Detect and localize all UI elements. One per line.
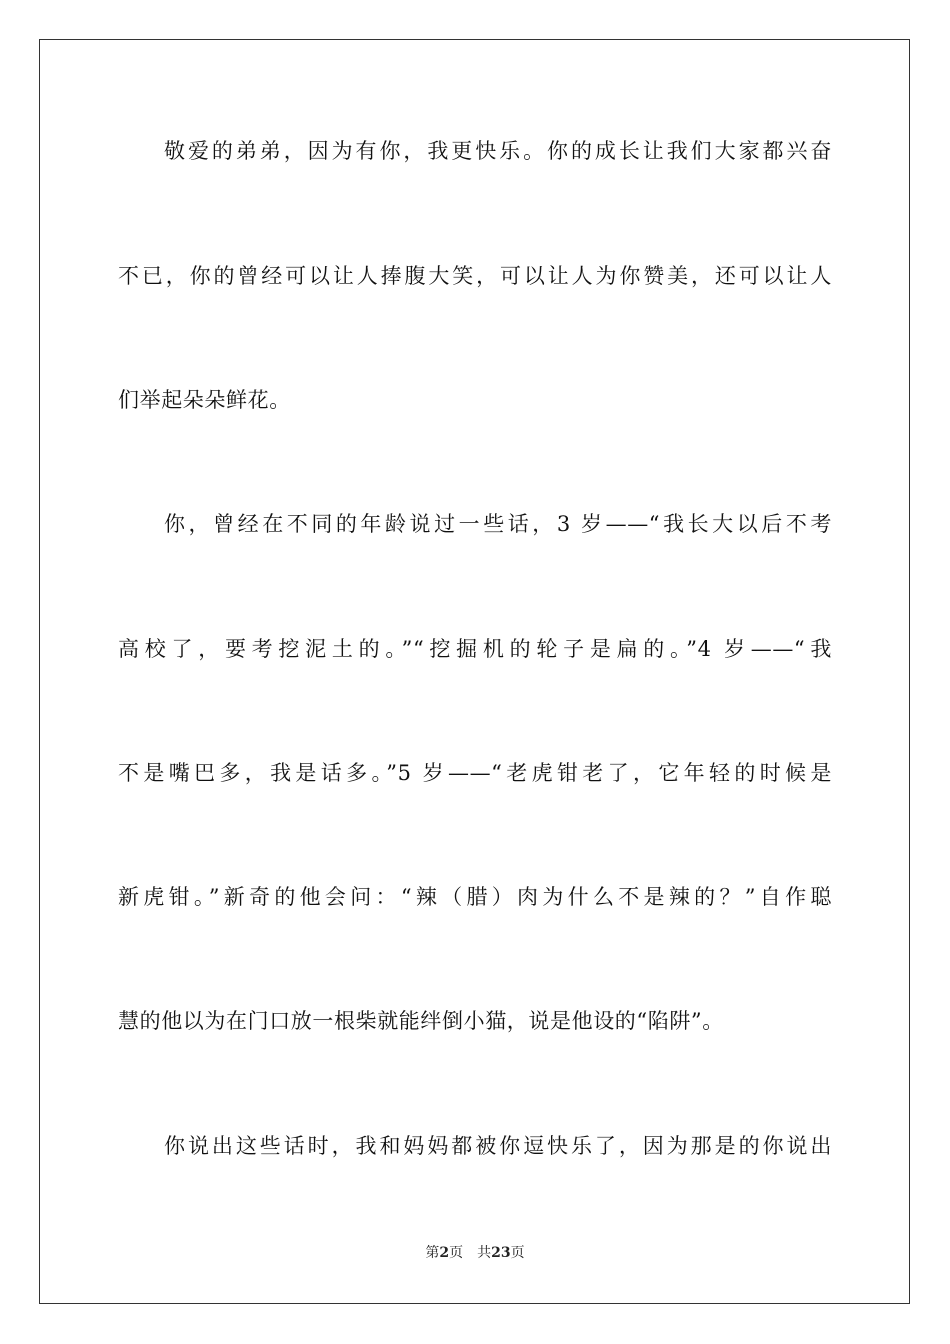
- paragraph-2-line-1: 你，曾经在不同的年龄说过一些话，3 岁——“我长大以后不考: [164, 512, 832, 536]
- paragraph-2-line-3: 不是嘴巴多，我是话多。”5 岁——“老虎钳老了，它年轻的时候是: [118, 761, 832, 785]
- total-prefix: 共: [477, 1245, 492, 1261]
- page-number: 2: [439, 1245, 450, 1261]
- page-border: [39, 39, 910, 1304]
- paragraph-2-line-4: 新虎钳。”新奇的他会问：“辣（腊）肉为什么不是辣的？”自作聪: [118, 885, 832, 909]
- total-suffix: 页: [510, 1245, 525, 1261]
- paragraph-1-line-2: 不已，你的曾经可以让人捧腹大笑，可以让人为你赞美，还可以让人: [118, 264, 832, 288]
- page-prefix: 第: [425, 1245, 440, 1261]
- paragraph-3-line-1: 你说出这些话时，我和妈妈都被你逗快乐了，因为那是的你说出: [164, 1134, 832, 1158]
- page-footer: [0, 1243, 950, 1263]
- total-pages: 23: [491, 1245, 511, 1261]
- paragraph-2-line-5: 慧的他以为在门口放一根柴就能绊倒小猫，说是他设的“陷阱”。: [118, 1009, 724, 1033]
- paragraph-1-line-1: 敬爱的弟弟，因为有你，我更快乐。你的成长让我们大家都兴奋: [164, 139, 832, 163]
- paragraph-1-line-3: 们举起朵朵鲜花。: [118, 388, 291, 412]
- paragraph-2-line-2: 高校了，要考挖泥土的。”“挖掘机的轮子是扁的。”4 岁——“我: [118, 637, 832, 661]
- page-suffix: 页: [449, 1245, 464, 1261]
